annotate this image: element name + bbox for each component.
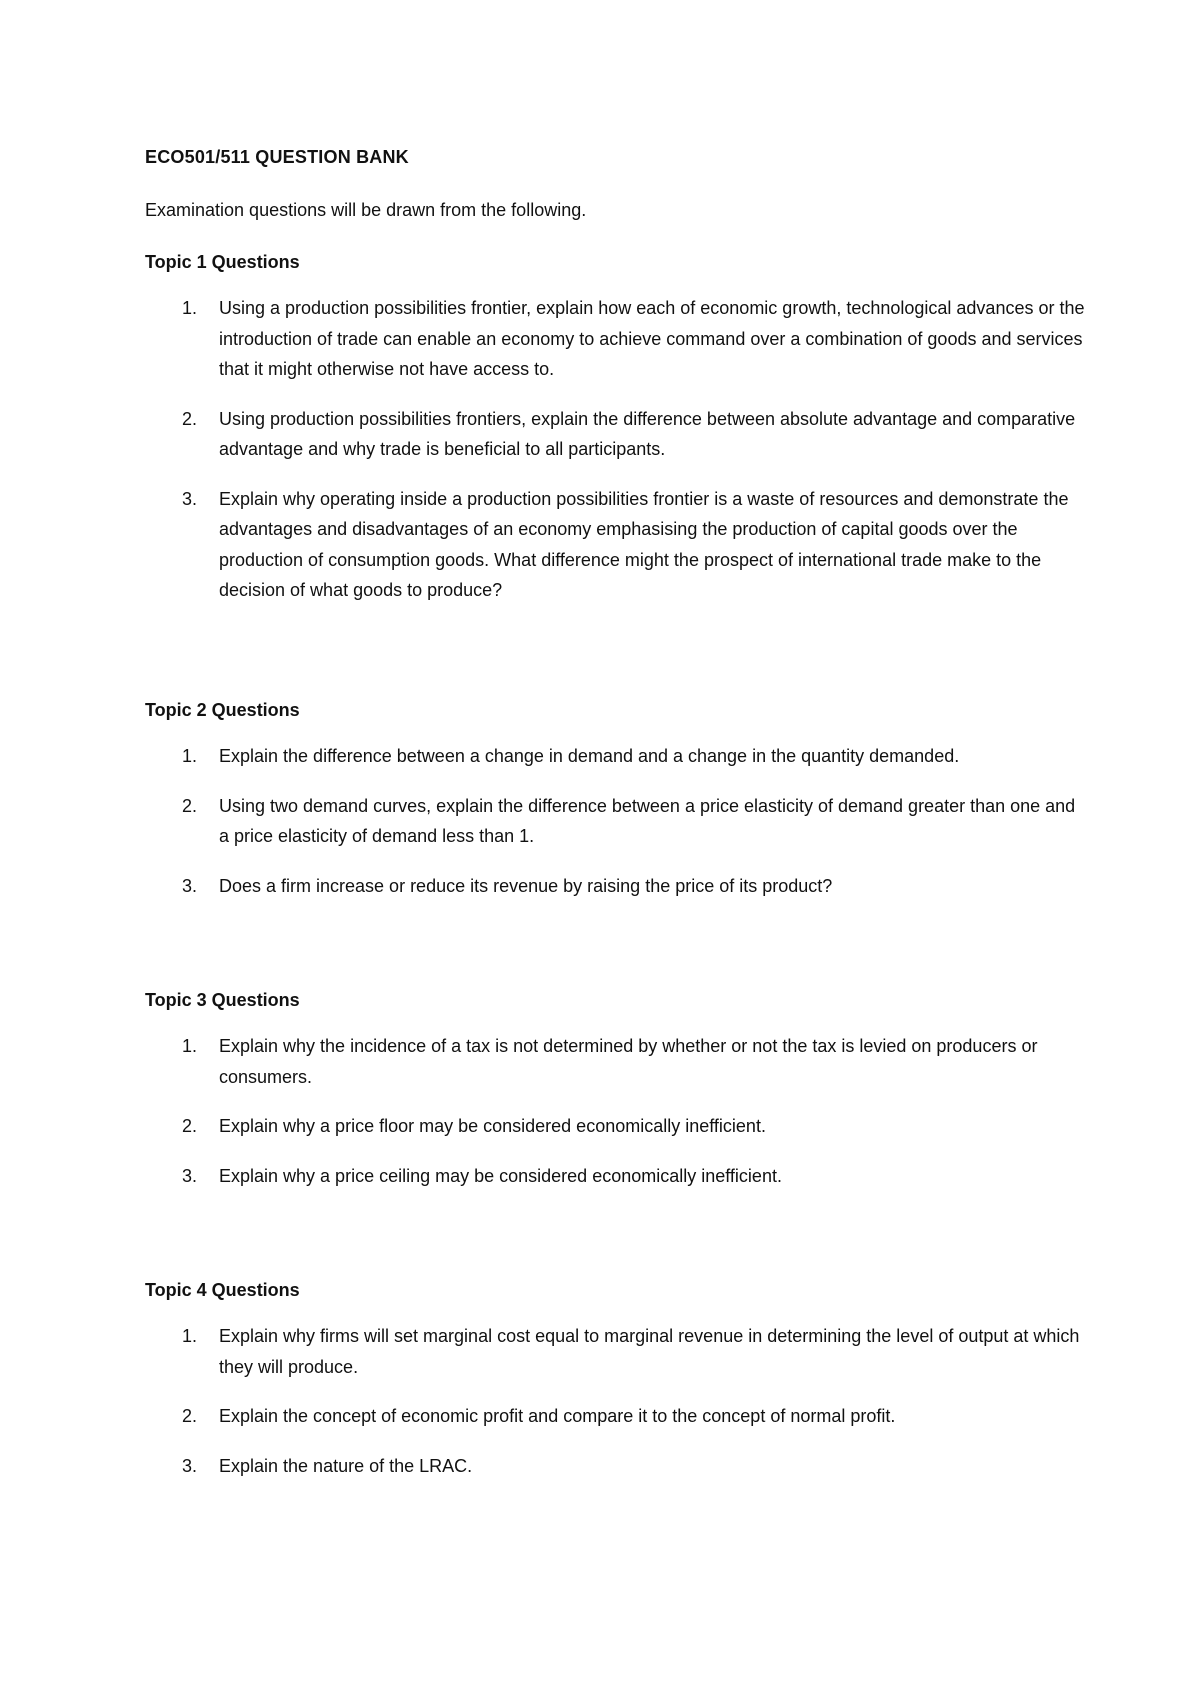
question-number: 3.	[182, 1165, 198, 1186]
question-item	[145, 1111, 1085, 1142]
topic-1-section	[145, 249, 1085, 625]
question-number: 3.	[182, 875, 198, 896]
question-text: Explain the nature of the LRAC.	[219, 1455, 473, 1476]
question-number: 2.	[182, 408, 198, 429]
question-text: Using a production possibilities frontier, explain how each of economic growth, technological advances or the introduction of trade can enable an economy to achieve command over a combination of goods and services that it might otherwise not have access to.	[219, 298, 1085, 379]
question-number: 2.	[182, 795, 198, 816]
question-text: Explain why a price floor may be considered economically inefficient.	[219, 1116, 766, 1136]
question-item	[145, 404, 1085, 465]
question-number: 1.	[182, 746, 198, 766]
question-item	[145, 741, 1085, 772]
question-text: Explain why firms will set marginal cost equal to marginal revenue in determining the level of output at which they will produce.	[219, 1326, 1080, 1377]
document-intro: Examination questions will be drawn from the following.	[145, 200, 587, 220]
question-text: Using production possibilities frontiers, explain the difference between absolute advantage and comparative advantage and why trade is beneficial to all participants.	[219, 408, 1076, 459]
question-item	[145, 1031, 1085, 1092]
question-item	[145, 1401, 1085, 1432]
question-item	[145, 1161, 1085, 1192]
question-item	[145, 293, 1085, 385]
question-number: 1.	[182, 1326, 198, 1346]
question-number: 3.	[182, 1455, 198, 1476]
question-number: 2.	[182, 1406, 198, 1426]
document-title: ECO501/511 QUESTION BANK	[145, 147, 409, 167]
question-list	[145, 1031, 1085, 1191]
question-text: Does a firm increase or reduce its revenue by raising the price of its product?	[219, 875, 833, 896]
question-text: Explain why a price ceiling may be considered economically inefficient.	[219, 1165, 782, 1186]
question-item	[145, 484, 1085, 606]
question-number: 3.	[182, 488, 198, 509]
question-item	[145, 871, 1085, 902]
question-item	[145, 1451, 1085, 1482]
question-list	[145, 293, 1085, 606]
question-item	[145, 1321, 1085, 1382]
topic-2-section	[145, 697, 1085, 920]
question-text: Explain why operating inside a production possibilities frontier is a waste of resources and demonstrate the advantages and disadvantages of an economy emphasising the production of capital goods over the production of consumption goods. What difference might the prospect of international trade make to the decision of what goods to produce?	[219, 488, 1069, 600]
topic-heading: Topic 4 Questions	[145, 1280, 300, 1300]
topic-4-section	[145, 1277, 1085, 1500]
question-list	[145, 741, 1085, 901]
question-list	[145, 1321, 1085, 1481]
question-number: 1.	[182, 298, 198, 318]
topic-heading: Topic 3 Questions	[145, 990, 300, 1010]
question-text: Using two demand curves, explain the difference between a price elasticity of demand greater than one and a price elasticity of demand less than 1.	[219, 795, 1076, 846]
question-number: 1.	[182, 1036, 198, 1056]
topic-3-section	[145, 987, 1085, 1210]
question-number: 2.	[182, 1116, 198, 1136]
question-text: Explain the difference between a change in demand and a change in the quantity demanded.	[219, 746, 960, 766]
question-text: Explain the concept of economic profit and compare it to the concept of normal profit.	[219, 1406, 896, 1426]
topic-heading: Topic 1 Questions	[145, 252, 300, 272]
topic-heading: Topic 2 Questions	[145, 700, 300, 720]
question-item	[145, 791, 1085, 852]
question-text: Explain why the incidence of a tax is not determined by whether or not the tax is levied on producers or consumers.	[219, 1036, 1038, 1087]
